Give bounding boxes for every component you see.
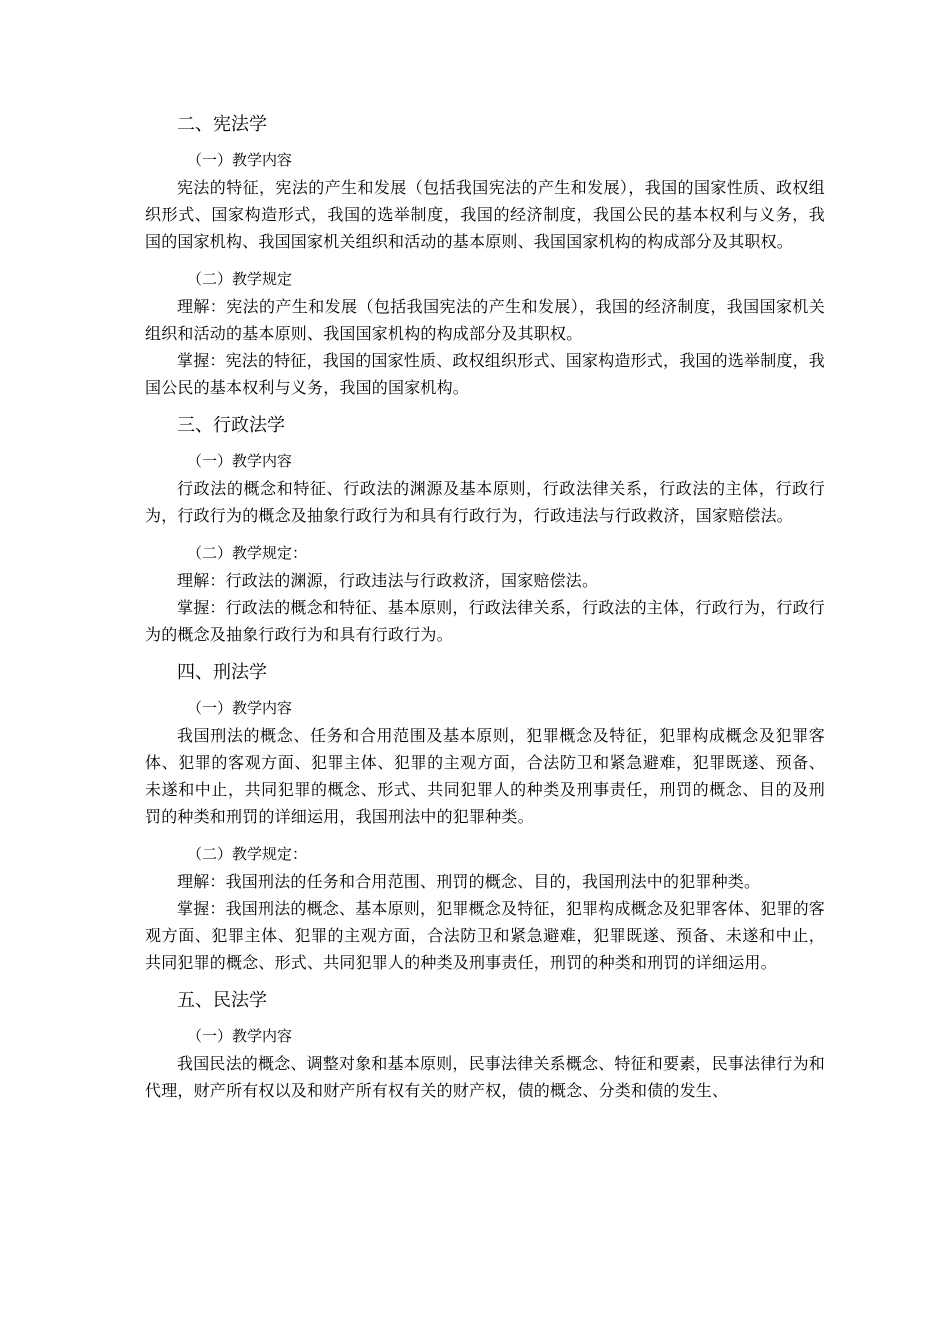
master-paragraph: 掌握：我国刑法的概念、基本原则，犯罪概念及特征，犯罪构成概念及犯罪客体、犯罪的客观方面、犯罪主体、犯罪的主观方面，合法防卫和紧急避难，犯罪既遂、预备、未遂和中止，共同犯罪的概念、形式、共同犯罪人的种类及刑事责任，刑罚的种类和刑罚的详细运用。	[145, 899, 826, 972]
content-heading: （一）教学内容	[187, 452, 293, 470]
understand-paragraph: 理解：行政法的渊源，行政违法与行政救济，国家赔偿法。	[177, 571, 599, 590]
content-paragraph: 行政法的概念和特征、行政法的渊源及基本原则，行政法律关系，行政法的主体，行政行为，行政行为的概念及抽象行政行为和具有行政行为，行政违法与行政救济，国家赔偿法。	[145, 479, 825, 525]
master-paragraph: 掌握：宪法的特征，我国的国家性质、政权组织形式、国家构造形式，我国的选举制度，我国公民的基本权利与义务，我国的国家机构。	[145, 351, 826, 397]
rules-heading: （二）教学规定：	[187, 845, 308, 863]
understand-paragraph: 理解：我国刑法的任务和合用范围、刑罚的概念、目的，我国刑法中的犯罪种类。	[177, 872, 761, 891]
section-civil-law	[145, 988, 825, 1104]
content-paragraph: 我国民法的概念、调整对象和基本原则，民事法律关系概念、特征和要素，民事法律行为和代理，财产所有权以及和财产所有权有关的财产权，债的概念、分类和债的发生、	[145, 1054, 826, 1100]
rules-heading: （二）教学规定：	[187, 544, 308, 562]
content-heading: （一）教学内容	[187, 699, 293, 717]
section-title: 四、刑法学	[177, 662, 267, 683]
content-heading: （一）教学内容	[187, 151, 293, 169]
section-title: 五、民法学	[177, 990, 267, 1011]
section-constitutional-law	[145, 112, 825, 413]
master-paragraph: 掌握：行政法的概念和特征、基本原则，行政法律关系，行政法的主体，行政行为，行政行为的概念及抽象行政行为和具有行政行为。	[145, 598, 826, 644]
document-page	[145, 112, 825, 1104]
section-title: 二、宪法学	[177, 114, 267, 135]
rules-heading: （二）教学规定	[187, 270, 293, 288]
content-heading: （一）教学内容	[187, 1027, 293, 1045]
section-title: 三、行政法学	[177, 415, 285, 436]
content-paragraph: 宪法的特征，宪法的产生和发展（包括我国宪法的产生和发展），我国的国家性质、政权组织形式、国家构造形式，我国的选举制度，我国的经济制度，我国公民的基本权利与义务，我国的国家机构、我国国家机关组织和活动的基本原则、我国国家机构的构成部分及其职权。	[145, 178, 825, 251]
understand-paragraph: 理解：宪法的产生和发展（包括我国宪法的产生和发展），我国的经济制度，我国国家机关组织和活动的基本原则、我国国家机构的构成部分及其职权。	[145, 297, 825, 343]
section-criminal-law	[145, 660, 825, 988]
section-administrative-law	[145, 413, 825, 660]
content-paragraph: 我国刑法的概念、任务和合用范围及基本原则，犯罪概念及特征，犯罪构成概念及犯罪客体、犯罪的客观方面、犯罪主体、犯罪的主观方面，合法防卫和紧急避难，犯罪既遂、预备、未遂和中止，共同犯罪的概念、形式、共同犯罪人的种类及刑事责任，刑罚的概念、目的及刑罚的种类和刑罚的详细运用，我国刑法中的犯罪种类。	[145, 726, 825, 826]
